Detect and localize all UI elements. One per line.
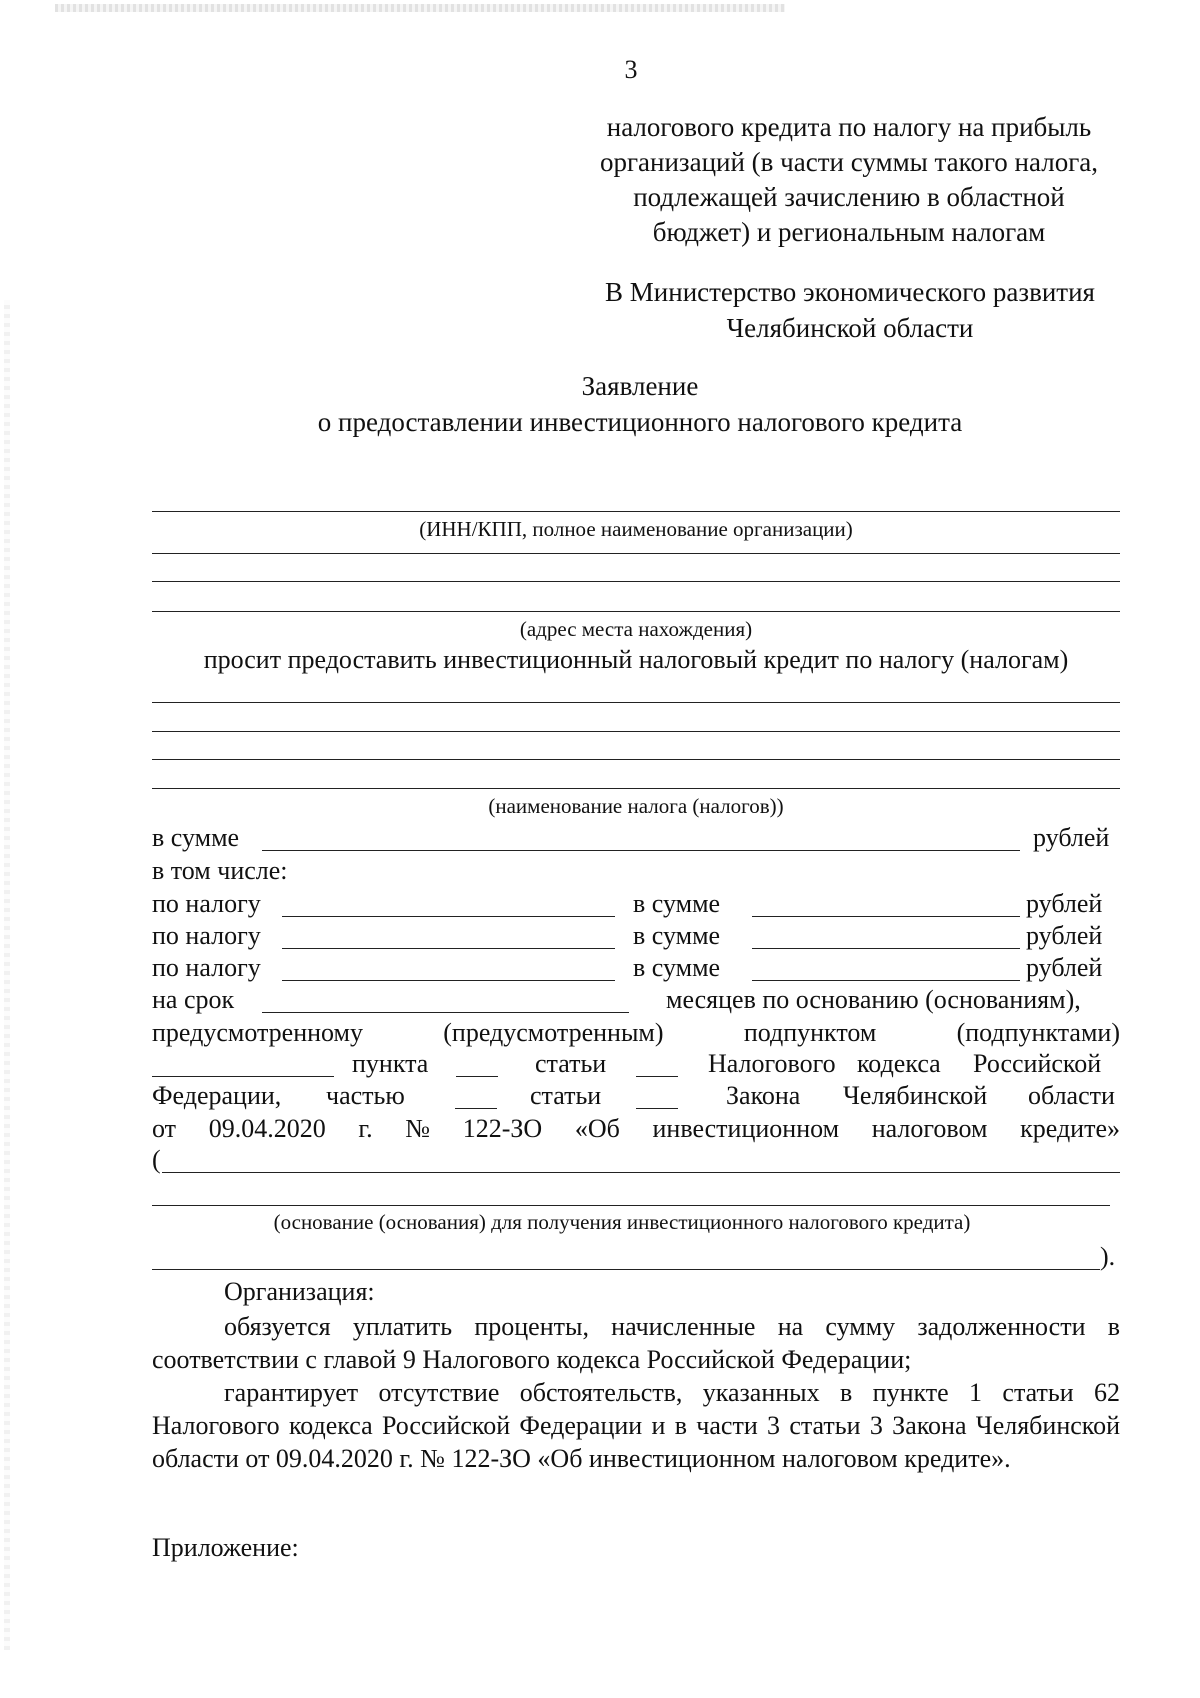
obligation-paragraph: обязуется уплатить проценты, начисленные на сумму задолженности в соответствии с главой 9 Налогового кодекса Российской Федерации; [152, 1312, 1120, 1374]
subparagraph-field[interactable] [152, 1076, 334, 1077]
title-line: Заявление [581, 371, 699, 401]
tax-row-amount-field[interactable] [752, 980, 1020, 981]
tax-row-mid: в сумме [633, 953, 721, 982]
tax-name-caption: (наименование налога (налогов)) [488, 794, 784, 818]
basis-word: кредите» [1020, 1114, 1120, 1143]
tax-name-field-line-2[interactable] [152, 731, 1120, 732]
basis-field-line-1[interactable] [162, 1172, 1120, 1173]
scan-artifact-top [55, 4, 785, 12]
header-line: организаций (в части суммы такого налога, [599, 147, 1099, 177]
basis-word: пункта [352, 1049, 429, 1078]
address-field-line-1[interactable] [152, 581, 1120, 582]
article-field[interactable] [636, 1076, 678, 1077]
amount-prefix: в сумме [152, 823, 240, 852]
tax-name-field-line-4[interactable] [152, 788, 1120, 789]
basis-word: г. [358, 1114, 373, 1143]
attachment-label: Приложение: [152, 1533, 299, 1562]
recipient-line: В Министерство экономического развития [605, 277, 1095, 307]
request-text: просит предоставить инвестиционный налоговый кредит по налогу (налогам) [203, 645, 1069, 674]
basis-word: 122-ЗО [462, 1114, 543, 1143]
close-paren: ). [1100, 1242, 1116, 1271]
amount-suffix: рублей [1033, 823, 1110, 852]
address-field-line-2[interactable] [152, 611, 1120, 612]
term-prefix: на срок [152, 985, 235, 1014]
title-line: о предоставлении инвестиционного налогового кредита [317, 407, 963, 437]
basis-field-line-3[interactable] [152, 1269, 1100, 1270]
basis-word: от [152, 1114, 177, 1143]
organization-heading: Организация: [224, 1277, 375, 1306]
header-line: подлежащей зачислению в областной [633, 182, 1065, 212]
tax-row-name-field[interactable] [282, 916, 615, 917]
tax-row-label: по налогу [152, 889, 261, 918]
basis-word: статьи [535, 1049, 607, 1078]
basis-word: «Об [574, 1114, 620, 1143]
guarantee-paragraph: гарантирует отсутствие обстоятельств, указанных в пункте 1 статьи 62 Налогового кодекса Российской Федерации и в части 3 статьи 3 Закона Челябинской области от 09.04.2020 г. № 122-ЗО «Об инвестиционном налоговом кредите». [152, 1378, 1120, 1473]
basis-word: Челябинской [843, 1081, 988, 1110]
basis-line-4 [152, 1113, 1120, 1145]
basis-word: Федерации, [152, 1081, 282, 1110]
address-caption: (адрес места нахождения) [519, 617, 753, 641]
term-suffix: месяцев по основанию (основаниям), [666, 985, 1081, 1014]
form-header-reference [582, 110, 1116, 250]
basis-word: частью [326, 1081, 405, 1110]
org-name-caption: (ИНН/КПП, полное наименование организации) [419, 517, 853, 541]
tax-row-mid: в сумме [633, 921, 721, 950]
basis-caption: (основание (основания) для получения инвестиционного налогового кредита) [273, 1210, 971, 1234]
header-line: налогового кредита по налогу на прибыль [606, 112, 1092, 142]
basis-word: Закона [726, 1081, 801, 1110]
basis-word: Налогового [708, 1049, 836, 1078]
basis-word: (предусмотренным) [443, 1018, 664, 1047]
part-field[interactable] [455, 1108, 497, 1109]
basis-word: подпунктом [743, 1018, 877, 1047]
tax-row-name-field[interactable] [282, 948, 615, 949]
page-number: 3 [624, 55, 638, 84]
basis-field-line-2[interactable] [152, 1205, 1110, 1206]
basis-word: Российской [973, 1049, 1102, 1078]
tax-name-field-line-3[interactable] [152, 759, 1120, 760]
tax-row-label: по налогу [152, 953, 261, 982]
tax-row-suffix: рублей [1026, 921, 1103, 950]
open-paren: ( [152, 1145, 161, 1174]
tax-row-amount-field[interactable] [752, 948, 1020, 949]
document-title [150, 368, 1130, 440]
basis-word: кодекса [857, 1049, 941, 1078]
basis-word: инвестиционном [652, 1114, 840, 1143]
tax-row-amount-field[interactable] [752, 916, 1020, 917]
basis-word: области [1028, 1081, 1115, 1110]
term-field[interactable] [262, 1012, 629, 1013]
basis-word: № [405, 1114, 431, 1143]
basis-word: налоговом [871, 1114, 988, 1143]
basis-word: статьи [530, 1081, 602, 1110]
scan-artifact-left [4, 300, 10, 1650]
basis-line-1 [152, 1017, 1120, 1049]
recipient-line: Челябинской области [726, 313, 974, 343]
tax-row-mid: в сумме [633, 889, 721, 918]
recipient-block [560, 274, 1140, 346]
tax-row-label: по налогу [152, 921, 261, 950]
org-name-field[interactable] [152, 511, 1120, 512]
org-name-field-line-2[interactable] [152, 553, 1120, 554]
tax-row-suffix: рублей [1026, 889, 1103, 918]
paragraph-field[interactable] [456, 1076, 498, 1077]
header-line: бюджет) и региональным налогам [652, 217, 1046, 247]
including-label: в том числе: [152, 856, 288, 885]
basis-word: предусмотренному [152, 1018, 363, 1047]
tax-row-suffix: рублей [1026, 953, 1103, 982]
basis-word: (подпунктами) [956, 1018, 1120, 1047]
law-article-field[interactable] [636, 1108, 678, 1109]
amount-field[interactable] [262, 850, 1020, 851]
tax-name-field-line-1[interactable] [152, 702, 1120, 703]
tax-row-name-field[interactable] [282, 980, 615, 981]
basis-word: 09.04.2020 [208, 1114, 326, 1143]
